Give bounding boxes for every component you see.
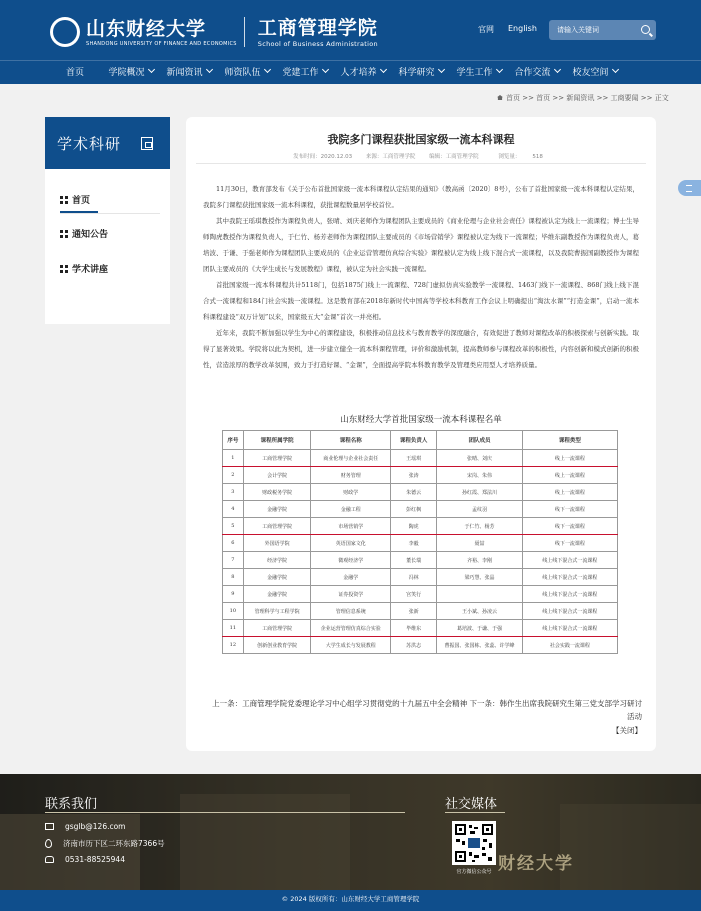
table-cell: 8 (223, 569, 244, 586)
sidebar-item-home[interactable] (60, 193, 90, 206)
site-footer (0, 774, 701, 890)
university-emblem-icon (50, 17, 80, 47)
nav-item[interactable] (334, 62, 392, 80)
nav-item-label: 科学研究 (398, 67, 435, 78)
table-cell: 金融学院 (243, 586, 311, 603)
article-body (203, 181, 639, 373)
table-row (223, 501, 618, 518)
table-cell: 金融学 (311, 569, 391, 586)
table-cell: 董长瑞 (391, 552, 437, 569)
table-cell: 线上一流课程 (522, 467, 617, 484)
article-paragraph: 11月30日，教育部发布《关于公布首批国家级一流本科课程认定结果的通知》（教高函〔2020〕8号），公布了首批国家级一流本科课程认定结果，我院多门课程获批国家级一流本科课程，获批课程数量居学校首位。 (203, 185, 639, 209)
article-source: 来源：工商管理学院 (365, 154, 416, 160)
table-cell: 金融工程 (311, 501, 391, 518)
table-header-cell: 课程类型 (522, 431, 617, 450)
sidebar-item-lectures[interactable] (60, 262, 108, 275)
table-header-cell: 课程负责人 (391, 431, 437, 450)
chevron-down-icon (437, 66, 444, 73)
table-cell: 于仁竹、杨芳 (437, 518, 523, 535)
school-name-cn: 工商管理学院 (257, 16, 378, 39)
university-name (86, 18, 237, 47)
table-cell: 金融学院 (243, 569, 311, 586)
table-header-cell: 团队成员 (437, 431, 523, 450)
table-cell: 葛培波、于谦、于强 (437, 620, 523, 637)
table-cell: 线上线下混合式一流课程 (522, 569, 617, 586)
table-cell: 3 (223, 484, 244, 501)
table-cell: 1 (223, 450, 244, 467)
table-cell: 张涛 (391, 467, 437, 484)
nav-item[interactable] (218, 62, 276, 80)
table-cell: 经济学院 (243, 552, 311, 569)
footer-overlay (0, 774, 701, 890)
nav-item[interactable] (48, 62, 102, 80)
views-count: 518 (532, 154, 543, 160)
table-cell (437, 586, 523, 603)
search-input[interactable] (555, 25, 639, 35)
address-text: 济南市历下区二环东路7366号 (63, 839, 165, 848)
close-button[interactable]: 【关闭】 (612, 726, 642, 735)
table-cell: 10 (223, 603, 244, 620)
table-cell: 线上线下混合式一流课程 (522, 620, 617, 637)
mail-icon (45, 823, 54, 830)
sidebar-item-label: 通知公告 (72, 230, 109, 240)
sidebar-item-label: 首页 (72, 196, 91, 206)
nav-item[interactable] (566, 62, 624, 80)
nav-item-label: 合作交流 (514, 67, 551, 78)
school-name-en: School of Business Administration (257, 39, 378, 48)
sidebar-divider (60, 213, 160, 214)
table-cell: 2 (223, 467, 244, 484)
nav-item-label: 党建工作 (282, 67, 319, 78)
chevron-down-icon (263, 66, 270, 73)
table-cell: 证券投资学 (311, 586, 391, 603)
article-date: 发布时间：2020.12.03 (293, 154, 353, 160)
wechat-qr-code (452, 821, 496, 865)
table-row (223, 552, 618, 569)
table-cell: 5 (223, 518, 244, 535)
phone-text: 0531-88525944 (65, 855, 125, 864)
sidebar (45, 117, 170, 324)
link-english[interactable]: English (508, 24, 537, 33)
table-row (223, 603, 618, 620)
table-cell: 管理科学与工程学院 (243, 603, 311, 620)
table-row (223, 586, 618, 603)
chevron-down-icon (205, 66, 212, 73)
table-cell: 冯林 (391, 569, 437, 586)
sidebar-item-label: 学术讲座 (72, 265, 109, 275)
nav-item[interactable] (450, 62, 508, 80)
table-cell: 张晴、刘庆 (437, 450, 523, 467)
table-row (223, 620, 618, 637)
nav-item-label: 师资队伍 (224, 67, 261, 78)
table-cell: 朱德云 (391, 484, 437, 501)
nav-item[interactable] (276, 62, 334, 80)
table-cell: 6 (223, 535, 244, 552)
table-header-row (223, 431, 618, 450)
university-name-cn: 山东财经大学 (86, 17, 207, 40)
table-cell: 财务管理 (311, 467, 391, 484)
table-cell: 孙红霞、郑法川 (437, 484, 523, 501)
table-cell: 7 (223, 552, 244, 569)
table-cell: 商业伦理与企业社会责任 (311, 450, 391, 467)
table-header-cell: 序号 (223, 431, 244, 450)
nav-item[interactable] (508, 62, 566, 80)
course-table-title: 山东财经大学首批国家级一流本科课程名单 (340, 415, 502, 425)
contact-title: 联系我们 (45, 797, 98, 812)
table-cell: 4 (223, 501, 244, 518)
nav-item[interactable] (160, 62, 218, 80)
table-cell: 齐裕、李刚 (437, 552, 523, 569)
school-name (258, 17, 378, 48)
table-cell: 企业运营管理仿真综合实验 (311, 620, 391, 637)
contact-address (45, 838, 165, 849)
table-cell: 线上线下混合式一流课程 (522, 586, 617, 603)
social-title: 社交媒体 (445, 797, 498, 812)
table-cell: 工商管理学院 (243, 518, 311, 535)
table-cell: 线上线下混合式一流课程 (522, 603, 617, 620)
grid-icon (60, 265, 68, 273)
table-cell: 微观经济学 (311, 552, 391, 569)
email-text[interactable]: gsglb@126.com (65, 822, 126, 831)
contact-email (45, 822, 126, 831)
prev-next-links (206, 697, 642, 723)
article-panel (186, 117, 656, 751)
table-cell: 9 (223, 586, 244, 603)
table-cell: 工商管理学院 (243, 620, 311, 637)
home-icon (497, 95, 503, 100)
table-cell: 11 (223, 620, 244, 637)
chevron-down-icon (379, 66, 386, 73)
table-cell: 12 (223, 637, 244, 654)
table-cell: 创新创业教育学院 (243, 637, 311, 654)
table-cell: 线上线下混合式一流课程 (522, 552, 617, 569)
nav-item-label: 首页 (65, 67, 84, 78)
article-paragraph: 首批国家级一流本科课程共计5118门，包括1875门线上一流课程、728门虚拟仿真实验教学一流课程、1463门线下一流课程、868门线上线下混合式一流课程和184门社会实践一流课程。这是教育部在2018年新时代中国高等学校本科教育工作会议上明确提出“淘汰水课”“打造金课”，启动一流本科课程建设“双万计划”以来，国家级五大“金课”首次一并亮相。 (203, 281, 639, 321)
chevron-down-icon (147, 66, 154, 73)
sidebar-title: 学术科研 (57, 134, 122, 153)
article-title: 我院多门课程获批国家级一流本科课程 (327, 133, 515, 146)
sidebar-item-notices[interactable] (60, 227, 108, 240)
table-row (223, 637, 618, 654)
table-cell: 彭红枫 (391, 501, 437, 518)
table-cell: 线下一流课程 (522, 501, 617, 518)
campus-stone-text: 财经大学 (498, 854, 574, 874)
table-cell: 梁巧慧、张晶 (437, 569, 523, 586)
grid-icon (60, 196, 68, 204)
chevron-down-icon (553, 66, 560, 73)
nav-item-label: 学生工作 (456, 67, 493, 78)
chevron-down-icon (321, 66, 328, 73)
table-row (223, 467, 618, 484)
article-paragraph: 其中我院王瑶琪教授作为课程负责人，张晴、刘庆老师作为课程团队主要成员的《商业伦理与企业社会责任》课程被认定为线上一流课程；博士生导师陶虎教授作为课程负责人，于仁竹、杨芳老师作为课程团队主要成员的《市场营销学》课程被认定为线下一流课程；毕维东副教授作为课程负责人，葛培波、于谦、于强老师作为课程团队主要成员的《企业运营管理仿真综合实验》课程被认定为线上线下混合式一流课程，以及我院曹振国副教授作为课程团队主要成员的《大学生成长与发展教程》课程，被认定为社会实践一流课程。 (203, 217, 639, 273)
table-cell: 市场营销学 (311, 518, 391, 535)
table-cell: 曹振国、张国栋、张蕊、许学峰 (437, 637, 523, 654)
table-cell: 财政学 (311, 484, 391, 501)
course-table (222, 430, 618, 654)
table-cell: 宋岗、朱伟 (437, 467, 523, 484)
search-icon[interactable] (641, 25, 650, 34)
breadcrumb (497, 93, 669, 103)
phone-icon (45, 856, 54, 863)
table-cell: 线上一流课程 (522, 450, 617, 467)
table-cell: 陶虎 (391, 518, 437, 535)
university-name-en: SHANDONG UNIVERSITY OF FINANCE AND ECONOMICS (86, 40, 237, 47)
table-cell: 王小斌、孙凌云 (437, 603, 523, 620)
search-box (549, 20, 656, 40)
table-cell: 社会实践一流课程 (522, 637, 617, 654)
table-cell: 外国语学院 (243, 535, 311, 552)
table-cell: 王瑶琪 (391, 450, 437, 467)
article-views (492, 154, 549, 160)
table-cell: 金融学院 (243, 501, 311, 518)
table-cell: 聂喆 (437, 535, 523, 552)
breadcrumb-text[interactable]: 首页 >> 首页 >> 新闻资讯 >> 工商要闻 >> 正文 (506, 94, 669, 102)
article-paragraph: 近年来，我院不断加强以学生为中心的课程建设，积极推动信息技术与教育教学的深度融合，有效促进了教师对课程改革的积极探索与创新实践。取得了显著效果。学院将以此为契机，进一步建立健全一流本科课程管理，评价和激励机制，提高教师参与课程改革的积极性，内容创新和模式创新的积极性，营造浓厚的教学改革氛围，致力于打造好课、“金课”，全面提高学院本科教育教学及管理类应用型人才培养质量。 (203, 329, 639, 369)
header-links (478, 24, 537, 35)
chevron-down-icon (611, 66, 618, 73)
qr-caption: 官方微信公众号 (456, 869, 492, 875)
table-cell: 李毅 (391, 535, 437, 552)
next-article-link[interactable]: 下一条：韩作生出席我院研究生第三党支部学习研讨活动 (469, 699, 642, 721)
table-row (223, 535, 618, 552)
grid-icon (60, 230, 68, 238)
table-cell: 财政税务学院 (243, 484, 311, 501)
table-cell: 管理信息系统 (311, 603, 391, 620)
table-cell: 线下一流课程 (522, 535, 617, 552)
chevron-down-icon (495, 66, 502, 73)
copyright-bar: © 2024 版权所有：山东财经大学工商管理学院 (0, 890, 701, 911)
table-cell: 孟纹羽 (437, 501, 523, 518)
logo-divider (244, 17, 245, 47)
nav-item[interactable] (102, 62, 160, 80)
nav-item-label: 人才培养 (340, 67, 377, 78)
nav-divider (0, 60, 701, 61)
prev-article-link[interactable]: 上一条：工商管理学院党委理论学习中心组学习贯彻党的十九届五中全会精神 (212, 699, 468, 708)
table-cell: 毕维东 (391, 620, 437, 637)
views-label: 浏览量： (498, 154, 521, 160)
table-header-cell: 课程名称 (311, 431, 391, 450)
table-cell: 会计学院 (243, 467, 311, 484)
location-icon (45, 839, 52, 848)
table-cell: 苏洪志 (391, 637, 437, 654)
table-row (223, 450, 618, 467)
social-divider (445, 812, 505, 813)
nav-item-label: 学院概况 (108, 67, 145, 78)
table-cell: 线下一流课程 (522, 518, 617, 535)
nav-item[interactable] (392, 62, 450, 80)
nav-item-label: 新闻资讯 (166, 67, 203, 78)
article-editor: 编辑：工商管理学院 (429, 154, 479, 160)
meta-divider (196, 163, 646, 164)
table-cell: 线上一流课程 (522, 484, 617, 501)
sidebar-header (45, 117, 170, 169)
table-header-cell: 课程所属学院 (243, 431, 311, 450)
article-meta (186, 152, 656, 160)
nav-item-label: 校友空间 (572, 67, 609, 78)
table-row (223, 484, 618, 501)
table-cell: 张新 (391, 603, 437, 620)
table-row (223, 569, 618, 586)
table-cell: 大学生成长与发展教程 (311, 637, 391, 654)
floating-menu-tab[interactable] (678, 180, 701, 196)
table-cell: 宫笑行 (391, 586, 437, 603)
main-nav (0, 62, 701, 82)
contact-divider (45, 812, 405, 813)
table-cell: 工商管理学院 (243, 450, 311, 467)
table-cell: 英语国家文化 (311, 535, 391, 552)
site-logo[interactable] (50, 12, 378, 52)
contact-phone (45, 855, 125, 864)
book-icon (141, 137, 153, 150)
table-row (223, 518, 618, 535)
site-header (0, 0, 701, 84)
link-official-site[interactable]: 官网 (478, 25, 494, 34)
